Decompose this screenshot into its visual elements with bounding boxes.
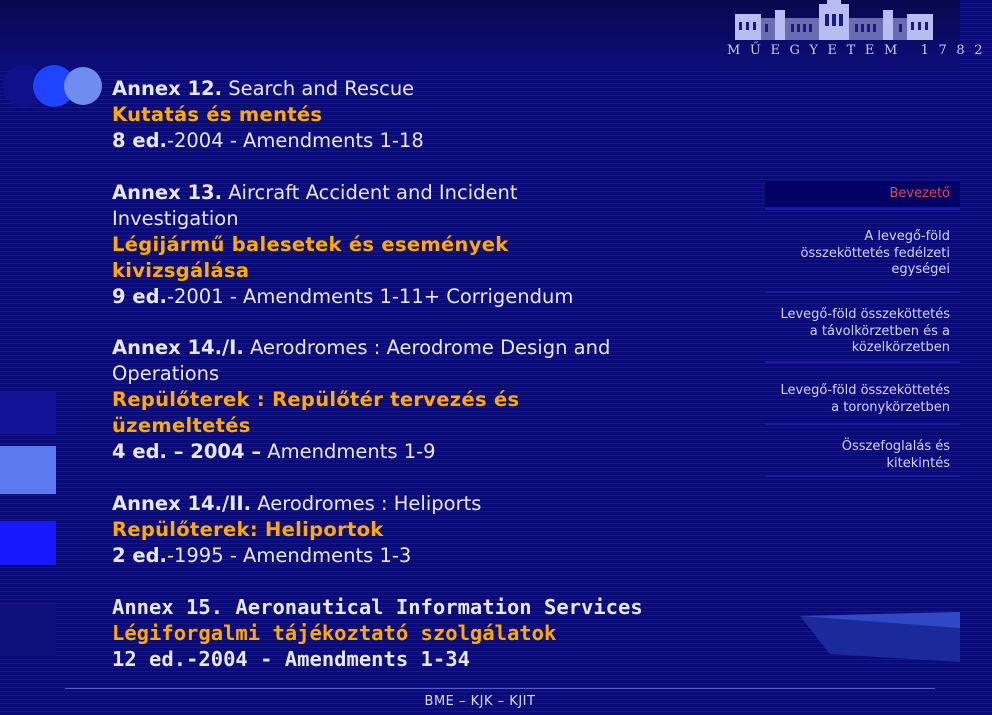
nav-divider — [765, 208, 960, 210]
annex-title-hu-cont: kivizsgálása — [112, 258, 250, 282]
annex-title-hu-cont: üzemeltetés — [112, 414, 251, 437]
annex-title: Annex 13. Aircraft Accident and Incident — [112, 180, 518, 204]
annex-title: Annex 14./II. Aerodromes : Heliports — [112, 491, 482, 515]
annex-edition: 2 ed.-1995 - Amendments 1-3 — [112, 543, 412, 567]
nav-divider — [765, 291, 960, 293]
annex-title: Annex 12. Search and Rescue — [112, 77, 415, 100]
annex-title-hu: Kutatás és mentés — [112, 103, 323, 126]
decor-block-1 — [0, 392, 56, 434]
annex-title: Annex 14./I. Aerodromes : Aerodrome Design and — [112, 336, 611, 359]
university-logo — [727, 4, 992, 60]
annex-13 — [112, 180, 752, 310]
annex-title-hu: Repülőterek: Heliportok — [112, 517, 384, 541]
annex-title-hu: Repülőterek : Repülőtér tervezés és — [112, 388, 520, 411]
nav-divider — [765, 475, 960, 477]
annex-edition: 4 ed. – 2004 – Amendments 1-9 — [112, 440, 436, 463]
nav-item-fedelzeti-egysegek[interactable]: A levegő-föld összeköttetés fedélzeti egységei — [800, 229, 950, 277]
nav-divider — [765, 423, 960, 425]
annex-12 — [112, 76, 752, 154]
building-icon — [735, 4, 933, 40]
top-banner — [0, 0, 992, 68]
annex-title-hu: Légijármű balesetek és események — [112, 232, 509, 256]
logo-text: MŰEGYETEM 1782 — [727, 43, 992, 58]
decor-wedge — [800, 612, 960, 662]
annex-title-cont: Operations — [112, 362, 220, 385]
footer-divider — [65, 688, 935, 689]
annex-15 — [112, 594, 752, 672]
nav-divider — [765, 361, 960, 363]
annex-title-hu: Légiforgalmi tájékoztató szolgálatok — [112, 621, 557, 645]
nav-item-toronykorzet[interactable]: Levegő-föld összeköttetés a toronykörzetben — [780, 383, 950, 415]
nav-item-osszefoglalas[interactable]: Összefoglalás és kitekintés — [841, 439, 950, 471]
nav-item-tavolkorzet[interactable]: Levegő-föld összeköttetés a távolkörzetben és a közelkörzetben — [780, 307, 950, 355]
nav-item-bevezeto[interactable]: Bevezető — [765, 181, 960, 207]
footer-text: BME – KJK – KJIT — [424, 694, 536, 709]
annex-edition: 9 ed.-2001 - Amendments 1-11+ Corrigendum — [112, 284, 574, 308]
decor-block-4 — [0, 604, 56, 656]
annex-14-ii — [112, 491, 752, 569]
decor-block-2 — [0, 446, 56, 494]
annex-title: Annex 15. Aeronautical Information Services — [112, 595, 643, 619]
annex-list — [112, 76, 752, 672]
annex-edition: 8 ed.-2004 - Amendments 1-18 — [112, 129, 424, 152]
annex-title-cont: Investigation — [112, 206, 239, 230]
decor-block-3 — [0, 521, 56, 565]
annex-edition: 12 ed.-2004 - Amendments 1-34 — [112, 647, 470, 671]
decor-circle-light — [64, 67, 102, 105]
annex-14-i — [112, 335, 752, 465]
